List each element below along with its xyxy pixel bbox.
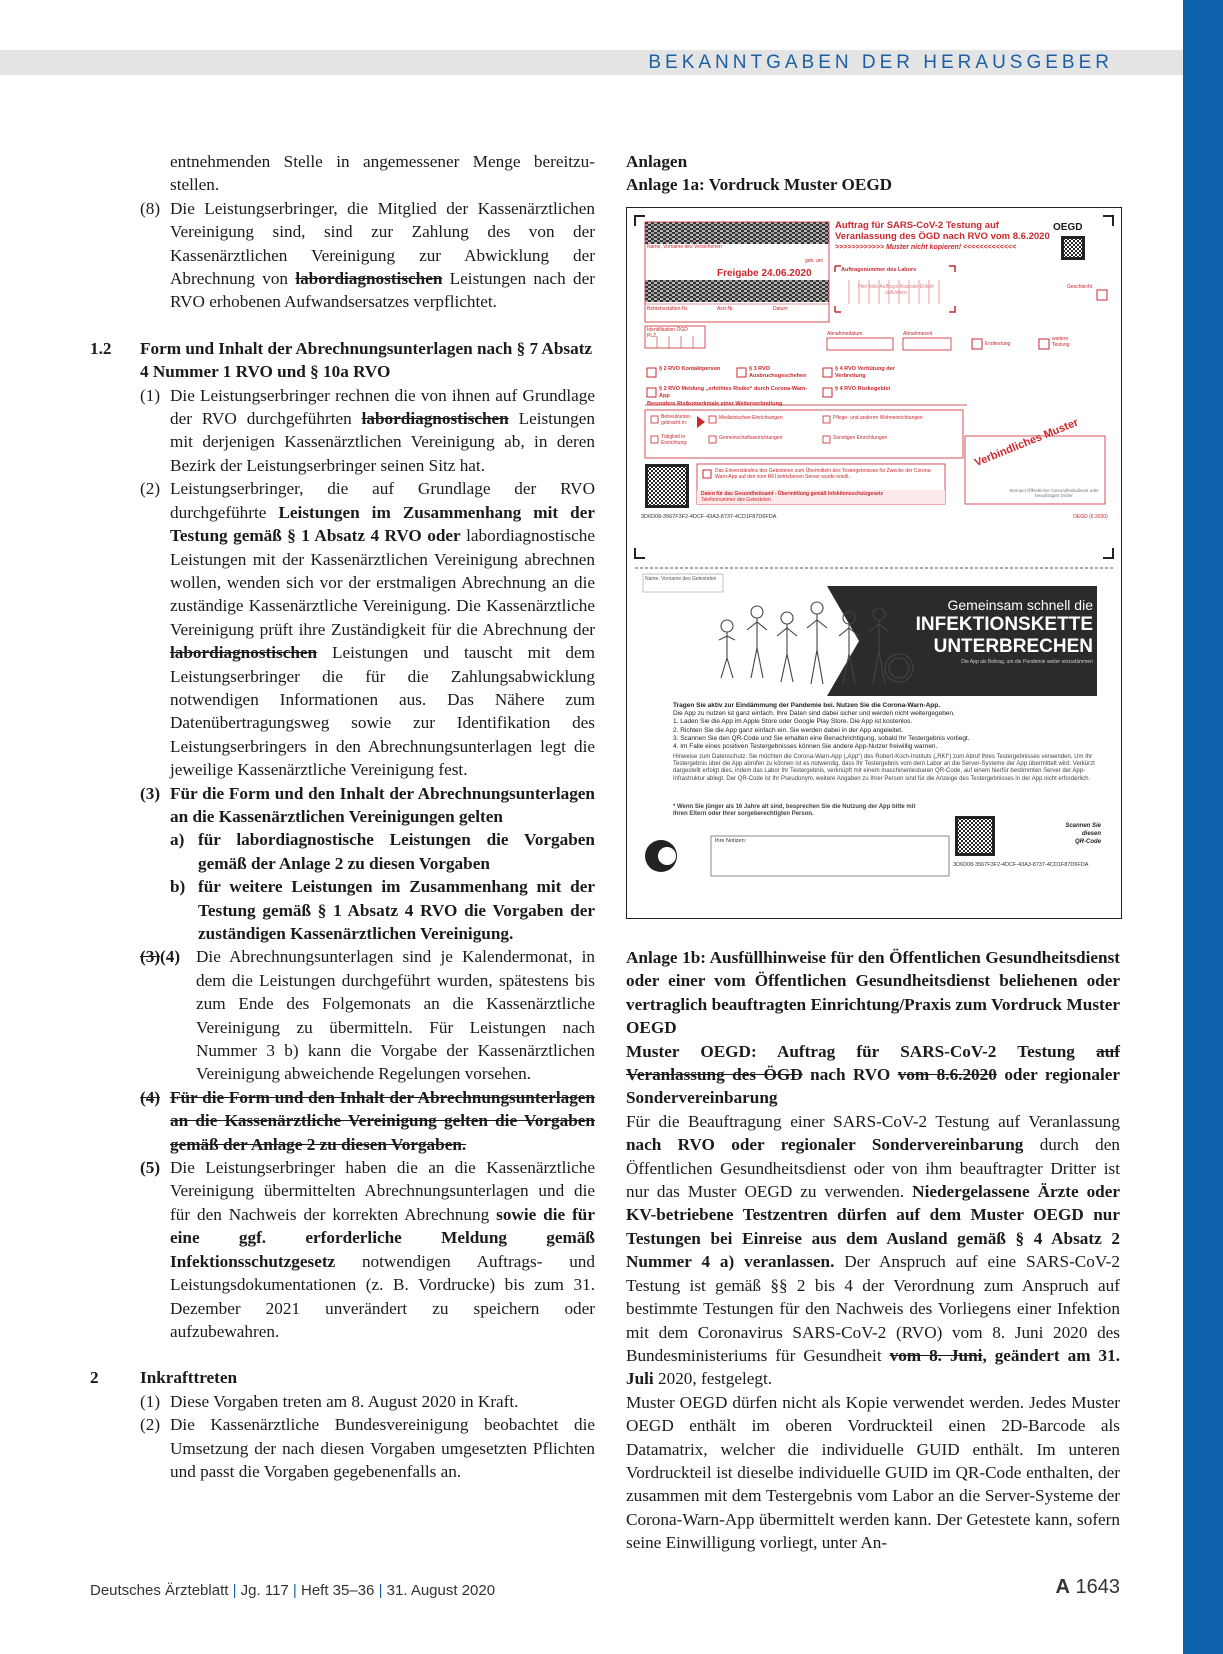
left-column xyxy=(90,150,595,1483)
form-oegd-code: OEGD (6.2020) xyxy=(1073,514,1108,520)
volume: Jg. 117 xyxy=(240,1582,289,1599)
form-betrieb-label: Betriebsstätten-Nr. xyxy=(647,306,689,312)
page-number: A 1643 xyxy=(1055,1576,1120,1598)
side-color-bar xyxy=(1183,0,1223,1654)
anlagen-heading: Anlagen xyxy=(626,152,688,171)
form-geschlecht: Geschlecht xyxy=(1067,284,1093,290)
form-med: Medizinischen Einrichtungen xyxy=(719,415,783,421)
form-freigabe: Freigabe 24.06.2020 xyxy=(717,268,812,279)
form-title: Auftrag für SARS-CoV-2 Testung auf Veranlassung des ÖGD nach RVO vom 8.6.2020 xyxy=(835,220,1050,242)
form-opt1: § 2 RVO Kontaktperson xyxy=(659,366,721,372)
form-sonstige: Sonstigen Einrichtungen xyxy=(833,435,888,441)
list-item-1: (1) Die Leistungserbringer rechnen die von ihnen auf Grundlage der RVO durchgeführten labordiagnostischen Leistungen mit derjenigen Kassenärztlichen Vereinigung ab, in deren Bezirk der Leistungserbringer seinen Sitz hat. xyxy=(140,385,595,475)
list-item-4-deleted: (4) Für die Form und den Inhalt der Abrechnungsunterlagen an die Kassenärztliche Vereinigung gelten die Vorgaben gemäß der Anlage 2 zu diesen Vorgaben. xyxy=(140,1087,595,1154)
form-consent: Das Einverständnis des Getesteten zum Übermitteln des Testergebnisses für Zwecke der Corona-Warn-App auf den vom RKI betriebenen Server wurde erteilt. xyxy=(715,468,932,480)
form-minor-note: * Wenn Sie jünger als 16 Jahre alt sind, besprechen Sie die Nutzung der App bitte mit Ihren Eltern oder Ihrer sorgeberechtigten Person. xyxy=(673,804,916,818)
issue-date: 31. August 2020 xyxy=(386,1582,496,1599)
footer: Deutsches Ärzteblatt | Jg. 117 | Heft 35–36 | 31. August 2020 A 1643 xyxy=(90,1576,1120,1599)
form-lower-name: Name, Vorname des Getesteten xyxy=(645,576,717,582)
form-muster-oegd xyxy=(626,207,1122,919)
form-opt3: § 4 RVO Verhütung der Verbreitung xyxy=(835,366,895,379)
journal-name: Deutsches Ärzteblatt xyxy=(90,1582,229,1599)
form-taetig: Tätigkeit in Einrichtung: xyxy=(661,434,688,446)
form-banner: Gemeinsam schnell die INFEKTIONSKETTE UNTERBRECHEN Die App als Beitrag, um die Pandemie weiter einzudämmen xyxy=(915,597,1093,665)
form-abnahmezeit: Abnahmezeit xyxy=(903,331,933,337)
list-item-3b: b) für weitere Leistungen im Zusammenhang mit der Testung gemäß § 1 Absatz 4 RVO die Vorgaben der zuständigen Kassenärztlichen Vereinigung. xyxy=(170,877,595,943)
form-datenschutz: Hinweise zum Datenschutz: Sie möchten die Corona-Warn-App („App“) des Robert-Koch-Instituts („RKI“) zum Abruf Ihres Testergebnisses verwenden. Um Ihr Testergebnis über die App abrufen zu können ist es notwendig, dass Ihr Testergebnis vom dem Labor an die Server-Systeme der App übermittelt wird. Verkürzt dargestellt erfolgt dies, indem das Labor Ihr Testergebnis, verknüpft mit einem maschinenlesbaren QR-Code, auf einem hierfür bestimmten Server der App-Infrastruktur ablegt. Der QR-Code ist Ihr Pseudonym, weitere Angaben zu Ihrer Person sind für die Anzeige des Testergebnisses in der App nicht erforderlich. xyxy=(673,754,1095,782)
body-paragraph-1: Für die Beauftragung einer SARS-CoV-2 Testung auf Veranlassung nach RVO oder regionaler Sondervereinbarung durch den Öffentlichen Gesundheitsdienst oder von ihm beauftragter Dritter ist nur das Muster OEGD zu verwenden. Niedergelassene Ärzte oder KV-betriebene Testzentren dürfen auf dem Muster OEGD nur Testungen bei Einreise aus dem Ausland gemäß § 4 Absatz 2 Nummer 4 a) veranlassen. Der Anspruch auf eine SARS-CoV-2 Testung ist gemäß §§ 2 bis 4 der Verordnung zum Anspruch auf bestimmte Testungen für den Nachweis des Vorliegens einer Infektion mit dem Coronavirus SARS-CoV-2 (RVO) vom 8. Juni 2020 des Bundesministeriums für Gesundheit vom 8. Juni, geändert am 31. Juli 2020, festgelegt. xyxy=(626,1111,1120,1389)
form-opt5: § 4 RVO Risikogebiet xyxy=(835,386,891,392)
list-item-2: (2) Leistungserbringer, die auf Grundlage der RVO durchgeführte Leistungen im Zusammenhang mit der Testung gemäß § 1 Absatz 4 RVO oder labordiagnostische Leistungen mit der Kassenärztlichen Vereinigung abrechnen wollen, wenden sich vor der erstmaligen Abrechnung an die zuständige Kassenärztliche Vereinigung. Die Kassenärztliche Vereinigung prüft ihre Zuständigkeit für die Abrechnung der labordiagnostischen Leistungen und tauscht mit dem Leistungserbringer die für die Zahlungsabwicklung notwendigen Informationen aus. Das Nähere zum Datenübertragungsweg sowie zur Identifikation des Leistungserbringers in den Abrechnungsunterlagen legt die jeweilige Kassenärztliche Vereinigung fest. xyxy=(140,479,595,780)
section-heading-1-2: 1.2 Form und Inhalt der Abrechnungsunterlagen nach § 7 Absatz 4 Nummer 1 RVO und § 10a RVO xyxy=(90,338,593,382)
form-stamp: Verbindliches Muster xyxy=(973,416,1081,470)
form-scan-hint: Scannen Sie diesen QR-Code xyxy=(1065,823,1101,845)
section-title: BEKANNTGABEN DER HERAUSGEBER xyxy=(648,52,1113,73)
form-cwa-text: Tragen Sie aktiv zur Eindämmung der Pandemie bei. Nutzen Sie die Corona-Warn-App. Die App zu nutzen ist ganz einfach. Ihre Daten sind dabei sicher und werden nicht weitergegeben. 1. Laden Sie die App im Apple Store oder Google Play Store. Die App ist kostenlos. 2. Richten Sie die App ganz einfach ein. Sie werden dabei in der App angeleitet. 3. Scannen Sie den QR-Code und Sie erhalten eine Benachrichtigung, sobald Ihr Testergebnis vorliegt. 4. Im Falle eines positiven Testergebnisses können Sie andere App-Nutzer freiwillig warnen. xyxy=(673,702,970,751)
form-name-label: Name, Vorname des Versicherten xyxy=(647,244,722,250)
form-guid: 3D6D08-3567F3F2-4DCF-43A3-8737-4CD1F87D6FDA xyxy=(641,514,777,520)
anlage-1a-heading: Anlage 1a: Vordruck Muster OEGD xyxy=(626,175,893,195)
form-oegd-label: OEGD xyxy=(1053,222,1083,233)
body-paragraph-2: Muster OEGD dürfen nicht als Kopie verwendet werden. Jedes Muster OEGD enthält im oberen Vordruckteil einen 2D-Barcode als Datamatrix, welcher die individuelle GUID enthält. Im unteren Vordruckteil ist dieselbe individuelle GUID im QR-Code enthalten, der zusammen mit dem Testergebnis vom Labor an die Server-Systeme der Corona-Warn-App übermittelt werden kann. Der Getestete kann, sofern seine Einwilligung vorliegt, unter An- xyxy=(626,1392,1120,1553)
right-column-top xyxy=(626,150,1120,197)
section-heading-2: 2 Inkrafttreten xyxy=(90,1368,238,1388)
form-ident-label: Identifikation ÖGD xyxy=(647,327,688,333)
paragraph-8: (8) Die Leistungserbringer, die Mitglied der Kassenärztlichen Vereinigung sind, sind zur Zahlung des von der Kassenärztlichen Vereinigung zur Abwicklung der Abrechnung von labordiagnostischen Leistungen nach der RVO erhobenen Aufwandsersatzes verpflichtet. xyxy=(140,198,595,312)
form-datum-label: Datum xyxy=(773,306,788,312)
form-risiko: Besondere Risikomerkmale einer Weiterverbreitung xyxy=(647,401,783,407)
form-warning: >>>>>>>>>>>> Muster nicht kopieren! <<<<<<<<<<<<< xyxy=(835,244,1017,251)
continued-paragraph: entnehmenden Stelle in angemessener Menge bereitzu-stellen. xyxy=(170,152,595,195)
header-bar xyxy=(0,50,1183,75)
form-telefon: Telefonnummer des Getesteten xyxy=(701,497,771,503)
list-item-2-1: (1) Diese Vorgaben treten am 8. August 2020 in Kraft. xyxy=(140,1391,519,1411)
form-gem: Gemeinschaftseinrichtungen xyxy=(719,435,783,441)
form-betreut: Betreut/unter-gebracht in: xyxy=(661,414,692,426)
form-guid-lower: 3D6D08-3567F3F2-4DCF-43A3-8737-4CD1F87D6FDA xyxy=(953,862,1089,868)
list-item-2-2: (2) Die Kassenärztliche Bundesvereinigung beobachtet die Umsetzung der nach diesen Vorgaben umgesetzten Pflichten und passt die Vorgaben gegebenenfalls an. xyxy=(140,1415,595,1481)
form-arzt-label: Arzt-Nr. xyxy=(717,306,734,312)
form-plz-label: PLZ xyxy=(647,333,657,339)
form-stempel: Stempel Öffentlicher Gesundheitsdienst oder beauftragter Dritter xyxy=(1009,488,1099,498)
muster-heading: Muster OEGD: Auftrag für SARS-CoV-2 Testung auf Veranlassung des ÖGD nach RVO vom 8.6.2020 oder regionaler Sondervereinbarung xyxy=(626,1041,1120,1108)
form-geb-label: geb. am xyxy=(805,258,824,264)
form-pflege: Pflege- und anderen Wohneinrichtungen xyxy=(833,415,923,421)
form-auftragsnummer: Auftragsnummer des Labors xyxy=(841,267,917,273)
form-weitere: weitere Testung xyxy=(1052,336,1070,348)
list-item-4: (3)(4) Die Abrechnungsunterlagen sind je Kalendermonat, in dem die Leistungen durchgeführt wurden, spätestens bis zum Ende des Folgemonats an die Kassenärztliche Vereinigung zu übermitteln. Für Leistungen nach Nummer 3 b) kann die Vorgabe der Kassenärztlichen Vereinigung abweichende Regelungen vorsehen. xyxy=(140,947,595,1084)
form-abnahmedatum: Abnahmedatum xyxy=(827,331,863,337)
form-opt4: § 2 RVO Meldung „erhöhtes Risiko“ durch Corona-Warn-App xyxy=(659,386,808,399)
right-column-bottom xyxy=(626,946,1120,1555)
form-opt2: § 3 RVO Ausbruchsgeschehen xyxy=(749,366,807,379)
issue: Heft 35–36 xyxy=(301,1582,375,1599)
list-item-3a: a) für labordiagnostische Leistungen die Vorgaben gemäß der Anlage 2 zu diesen Vorgaben xyxy=(170,830,595,873)
form-gesundheitsamt: Daten für das Gesundheitsamt - Übermittlung gemäß Infektionsschutzgesetz xyxy=(701,491,883,497)
anlage-1b-heading: Anlage 1b: Ausfüllhinweise für den Öffentlichen Gesundheitsdienst oder einer vom Öffentlichen Gesundheitsdienst beliehenen oder vertraglich beauftragten Einrichtung/Praxis zum Vordruck Muster OEGD xyxy=(626,948,1120,1038)
list-item-5: (5) Die Leistungserbringer haben die an die Kassenärztliche Vereinigung übermittelten Abrechnungsunterlagen und die für den Nachweis der korrekten Abrechnung sowie die für eine ggf. erforderliche Meldung gemäß Infektionsschutzgesetz notwendigen Auftrags- und Leistungsdokumentationen (z. B. Vordrucke) bis zum 31. Dezember 2021 unverändert zu speichern oder aufzubewahren. xyxy=(140,1158,595,1341)
form-barcode-hint: Hier bitte Auftrags-Barcode-Etikett aufkleben xyxy=(858,284,934,296)
list-item-3: (3) Für die Form und den Inhalt der Abrechnungsunterlagen an die Kassenärztlichen Vereinigungen gelten xyxy=(140,783,595,826)
form-ersttestung: Ersttestung xyxy=(985,341,1011,347)
form-notizen: Ihre Notizen: xyxy=(715,838,747,844)
